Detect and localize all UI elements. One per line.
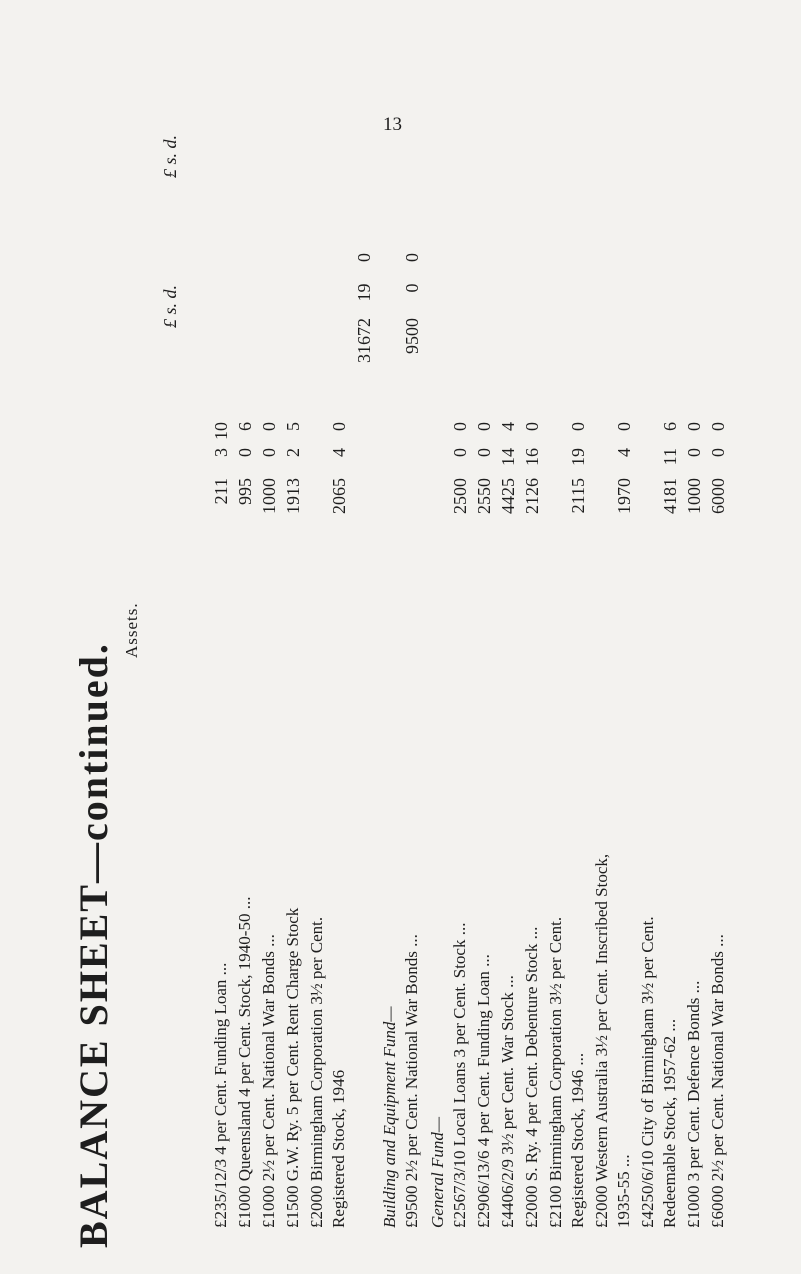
fund-item-row <box>306 68 350 1248</box>
shillings-sign: s. <box>160 302 180 315</box>
fund-total: 31672 19 0 <box>354 253 374 363</box>
fund-item-amount: 100000 <box>259 422 279 514</box>
fund-item-amount: 206540 <box>329 422 349 514</box>
shillings-sign: s. <box>160 152 180 165</box>
general-fund-item-row <box>545 68 589 1248</box>
general-fund-item-description: £4250/6/10 City of Birmingham 3½ per Cent. Redeemable Stock, 1957-62 ... <box>638 916 679 1228</box>
general-fund-item-amount: 255000 <box>474 422 494 514</box>
fund-item-description: £1000 2½ per Cent. National War Bonds ... <box>259 934 278 1228</box>
general-fund-item-description: £2567/3/10 Local Loans 3 per Cent. Stock ... <box>450 922 469 1228</box>
general-fund-item-amount: 600000 <box>708 422 728 514</box>
building-fund-item: £9500 2½ per Cent. National War Bonds ... 9500 0 0 <box>402 253 422 1228</box>
assets-list <box>210 68 731 1248</box>
general-fund-items <box>449 68 729 1248</box>
general-fund-item-amount: 4181116 <box>660 422 680 514</box>
pence-sign: d. <box>160 134 180 149</box>
building-fund-title: Building and Equipment Fund— <box>380 1006 399 1228</box>
fund-item-description: £1000 Queensland 4 per Cent. Stock, 1940-50 ... <box>235 896 254 1228</box>
fund-item-description: £2000 Birmingham Corporation 3½ per Cent. Registered Stock, 1946 <box>307 916 348 1228</box>
column-heading-second <box>160 135 181 178</box>
pound-sign: £ <box>160 319 180 328</box>
fund-item-description: £235/12/3 4 per Cent. Funding Loan ... <box>211 962 230 1228</box>
general-fund-item-description: £2000 S. Ry. 4 per Cent. Debenture Stock ... <box>522 926 541 1228</box>
general-fund-item-amount: 4425144 <box>498 422 518 514</box>
building-fund-total: 9500 0 0 <box>402 253 422 354</box>
fund-item-row <box>210 68 232 1248</box>
general-fund-item-description: £2100 Birmingham Corporation 3½ per Cent. Registered Stock, 1946 ... <box>546 916 587 1228</box>
general-fund-item-amount: 100000 <box>684 422 704 514</box>
assets-heading: Assets. <box>122 602 141 658</box>
fund-items <box>210 68 350 1248</box>
general-fund-item-description: £6000 2½ per Cent. National War Bonds ... <box>708 934 727 1228</box>
column-heading-first <box>160 285 181 328</box>
general-fund-item-description: £2000 Western Australia 3½ per Cent. Inscribed Stock, 1935-55 ... <box>592 853 633 1228</box>
page-banner: BALANCE SHEET—continued. <box>71 642 116 1248</box>
fund-item-row <box>282 68 304 1248</box>
fund-item-amount: 191325 <box>283 422 303 514</box>
general-fund-item-row <box>591 68 635 1248</box>
general-fund-item-description: £1000 3 per Cent. Defence Bonds ... <box>684 980 703 1228</box>
fund-item-amount: 99506 <box>235 422 255 505</box>
general-fund-item-amount: 2126160 <box>522 422 542 514</box>
page-number: 13 <box>383 114 402 135</box>
general-fund-item-row <box>473 68 495 1248</box>
fund-item-row <box>234 68 256 1248</box>
fund-item-description: £1500 G.W. Ry. 5 per Cent. Rent Charge Stock <box>283 907 302 1228</box>
general-fund-item-description: £4406/2/9 3½ per Cent. War Stock ... <box>498 975 517 1228</box>
general-fund-item-description: £2906/13/6 4 per Cent. Funding Loan ... <box>474 954 493 1228</box>
general-fund-title: General Fund— <box>428 1117 447 1228</box>
general-fund-item-row <box>683 68 705 1248</box>
fund-item-amount: 211310 <box>211 422 231 505</box>
general-fund-item-amount: 2115190 <box>568 422 588 514</box>
pound-sign: £ <box>160 169 180 178</box>
general-fund-item-row <box>497 68 519 1248</box>
general-fund-item-row <box>521 68 543 1248</box>
general-fund-item-amount: 197040 <box>614 422 634 514</box>
rotated-balance-sheet <box>70 68 730 1248</box>
general-fund-item-row <box>449 68 471 1248</box>
pence-sign: d. <box>160 284 180 299</box>
general-fund-item-row <box>637 68 681 1248</box>
general-fund-item-row <box>707 68 729 1248</box>
fund-item-row <box>258 68 280 1248</box>
general-fund-item-amount: 250000 <box>450 422 470 514</box>
